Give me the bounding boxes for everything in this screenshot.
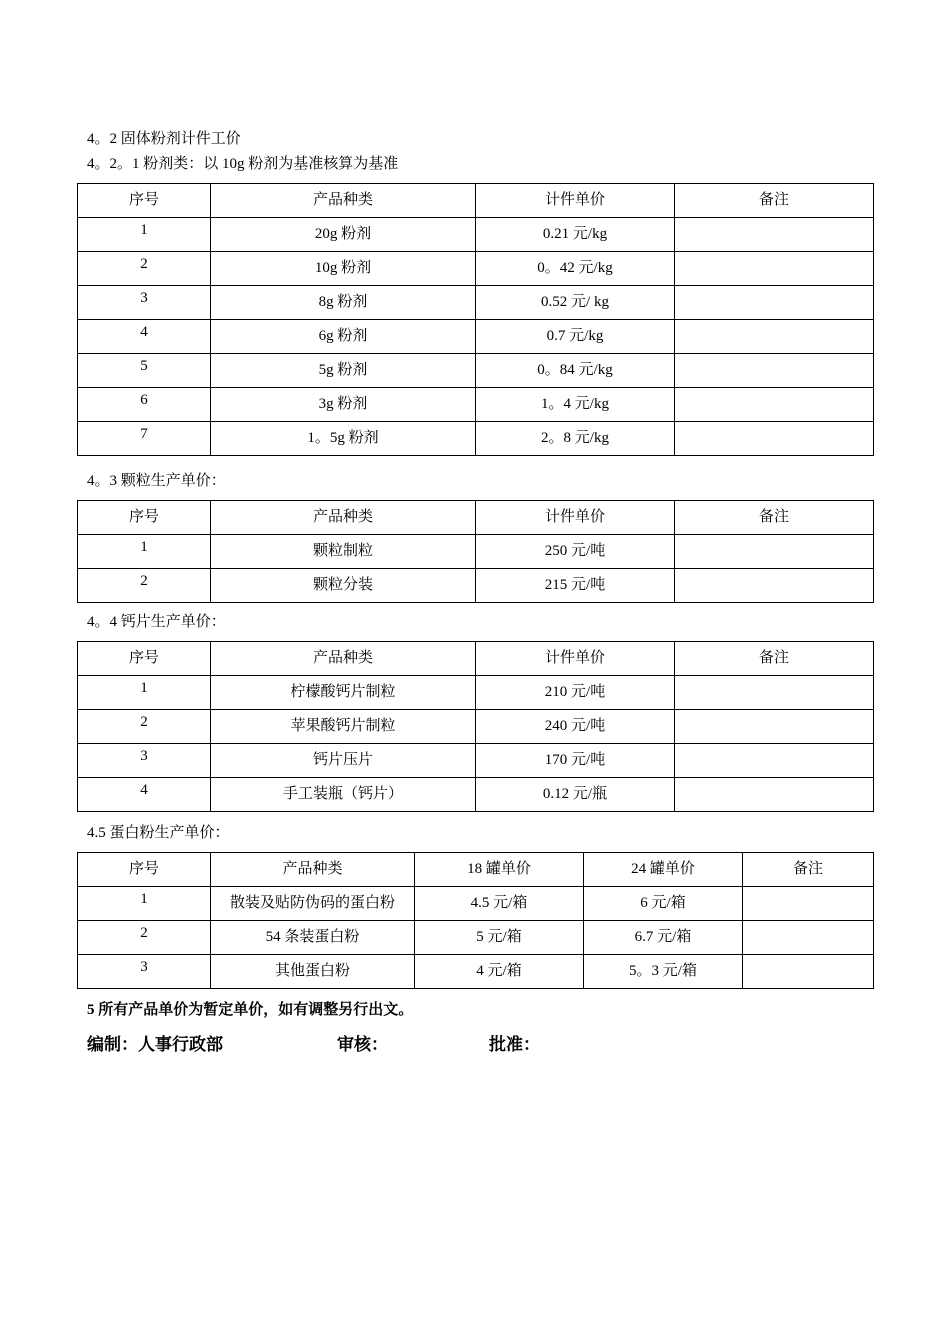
cell-remark [675,744,874,778]
cell-index: 3 [78,955,211,989]
cell-product: 钙片压片 [211,744,476,778]
cell-product: 手工装瓶（钙片） [211,778,476,812]
cell-price-24: 5。3 元/箱 [584,955,743,989]
cell-remark [743,921,874,955]
cell-index: 4 [78,320,211,354]
cell-price: 0。42 元/kg [476,252,675,286]
cell-price: 250 元/吨 [476,535,675,569]
cell-price: 2。8 元/kg [476,422,675,456]
cell-price-18: 4 元/箱 [415,955,584,989]
cell-product: 10g 粉剂 [211,252,476,286]
header-cell: 产品种类 [211,501,476,535]
header-cell: 产品种类 [211,853,415,887]
section-heading-4-2: 4。2 固体粉剂计件工价 [87,131,241,147]
section-heading-4-2-1: 4。2。1 粉剂类：以 10g 粉剂为基准核算为基准 [87,156,399,172]
table-row [78,218,874,252]
header-cell: 备注 [675,184,874,218]
cell-remark [675,388,874,422]
cell-product: 散装及贴防伪码的蛋白粉 [211,887,415,921]
cell-product: 1。5g 粉剂 [211,422,476,456]
cell-product: 6g 粉剂 [211,320,476,354]
cell-remark [675,320,874,354]
cell-remark [675,676,874,710]
header-cell: 18 罐单价 [415,853,584,887]
table-header-row [78,184,874,218]
cell-remark [675,535,874,569]
protein-powder-price-table [77,852,874,989]
cell-remark [743,887,874,921]
cell-index: 3 [78,744,211,778]
table-header-row [78,642,874,676]
cell-product: 苹果酸钙片制粒 [211,710,476,744]
header-cell: 产品种类 [211,642,476,676]
header-cell: 产品种类 [211,184,476,218]
cell-price: 210 元/吨 [476,676,675,710]
table-row [78,955,874,989]
cell-remark [675,422,874,456]
table-row [78,354,874,388]
cell-index: 2 [78,569,211,603]
cell-price: 0.7 元/kg [476,320,675,354]
section-heading-4-5: 4.5 蛋白粉生产单价： [87,825,230,841]
cell-index: 7 [78,422,211,456]
cell-remark [675,778,874,812]
cell-product: 20g 粉剂 [211,218,476,252]
header-cell: 序号 [78,642,211,676]
cell-product: 8g 粉剂 [211,286,476,320]
cell-price-18: 4.5 元/箱 [415,887,584,921]
cell-product: 颗粒制粒 [211,535,476,569]
cell-index: 3 [78,286,211,320]
table-row [78,422,874,456]
cell-index: 1 [78,887,211,921]
table-row [78,535,874,569]
section-heading-4-3: 4。3 颗粒生产单价： [87,473,226,489]
cell-price: 1。4 元/kg [476,388,675,422]
cell-product: 其他蛋白粉 [211,955,415,989]
cell-remark [675,252,874,286]
cell-index: 2 [78,921,211,955]
cell-product: 柠檬酸钙片制粒 [211,676,476,710]
cell-price: 0.21 元/kg [476,218,675,252]
powder-price-table [77,183,874,456]
header-cell: 备注 [675,642,874,676]
table-header-row [78,853,874,887]
cell-price: 215 元/吨 [476,569,675,603]
header-cell: 24 罐单价 [584,853,743,887]
header-cell: 备注 [675,501,874,535]
cell-price: 240 元/吨 [476,710,675,744]
cell-remark [743,955,874,989]
cell-price-24: 6 元/箱 [584,887,743,921]
cell-price: 0。84 元/kg [476,354,675,388]
cell-index: 1 [78,676,211,710]
cell-remark [675,218,874,252]
cell-price-24: 6.7 元/箱 [584,921,743,955]
cell-index: 6 [78,388,211,422]
calcium-tablet-price-table [77,641,874,812]
table-row [78,252,874,286]
table-row [78,921,874,955]
signature-reviewed: 审核： [337,1035,388,1054]
table-row [78,744,874,778]
cell-index: 1 [78,218,211,252]
cell-product: 54 条装蛋白粉 [211,921,415,955]
header-cell: 备注 [743,853,874,887]
header-cell: 序号 [78,501,211,535]
cell-price-18: 5 元/箱 [415,921,584,955]
header-cell: 序号 [78,853,211,887]
note-5: 5 所有产品单价为暂定单价，如有调整另行出文。 [87,1002,414,1018]
header-cell: 计件单价 [476,184,675,218]
header-cell: 计件单价 [476,501,675,535]
table-row [78,286,874,320]
header-cell: 序号 [78,184,211,218]
signature-compiled: 编制：人事行政部 [87,1035,223,1054]
cell-remark [675,286,874,320]
table-row [78,388,874,422]
cell-remark [675,569,874,603]
table-row [78,569,874,603]
cell-price: 0.52 元/ kg [476,286,675,320]
cell-remark [675,354,874,388]
cell-index: 5 [78,354,211,388]
table-row [78,676,874,710]
table-row [78,778,874,812]
section-heading-4-4: 4。4 钙片生产单价： [87,614,226,630]
cell-price: 0.12 元/瓶 [476,778,675,812]
cell-index: 1 [78,535,211,569]
cell-index: 2 [78,252,211,286]
cell-index: 2 [78,710,211,744]
header-cell: 计件单价 [476,642,675,676]
cell-index: 4 [78,778,211,812]
cell-product: 3g 粉剂 [211,388,476,422]
cell-product: 颗粒分装 [211,569,476,603]
signature-approved: 批准： [489,1035,540,1054]
table-row [78,887,874,921]
cell-remark [675,710,874,744]
table-header-row [78,501,874,535]
cell-price: 170 元/吨 [476,744,675,778]
granule-price-table [77,500,874,603]
table-row [78,320,874,354]
table-row [78,710,874,744]
cell-product: 5g 粉剂 [211,354,476,388]
